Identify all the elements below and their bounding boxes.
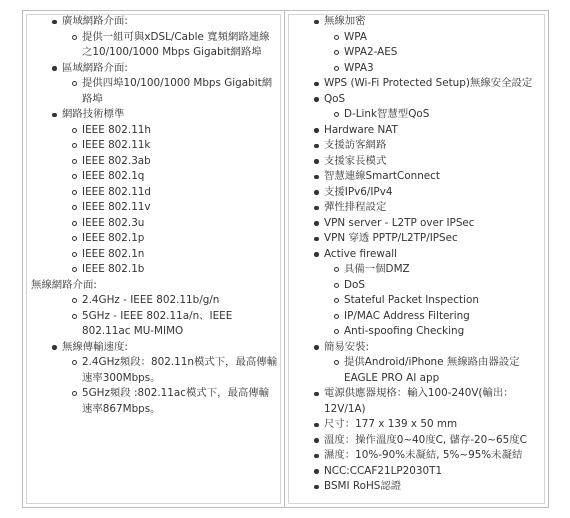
spec-item (23, 278, 284, 294)
spec-item (23, 247, 284, 263)
spec-item (23, 14, 284, 30)
spec-item-text: 區域網路介面: (62, 61, 128, 74)
spec-item-continuation (23, 324, 284, 340)
hollow-bullet-icon (334, 66, 339, 71)
hollow-bullet-icon (72, 174, 77, 179)
spec-item (285, 309, 548, 325)
spec-item-text: VPN 穿透 PPTP/L2TP/IPSec (324, 232, 458, 244)
spec-item (285, 231, 548, 247)
spec-item-text: 802.11ac MU-MIMO (82, 325, 184, 337)
spec-item (285, 464, 548, 480)
spec-item (23, 138, 284, 154)
hollow-bullet-icon (72, 236, 77, 241)
spec-item-text: 之10/100/1000 Mbps Gigabit網路埠 (82, 46, 262, 58)
hollow-bullet-icon (72, 205, 77, 210)
hollow-bullet-icon (72, 267, 77, 272)
spec-item (285, 200, 548, 216)
spec-item-text: 支援IPv6/IPv4 (324, 185, 393, 198)
spec-item (23, 200, 284, 216)
bullet-icon (314, 438, 319, 443)
spec-item (23, 107, 284, 123)
spec-item-continuation (23, 45, 284, 61)
spec-item (285, 278, 548, 294)
bullet-icon (314, 128, 319, 133)
spec-column-right (285, 11, 548, 507)
hollow-bullet-icon (334, 283, 339, 288)
spec-item (285, 448, 548, 464)
spec-item (285, 45, 548, 61)
spec-item (23, 30, 284, 46)
spec-table (22, 10, 549, 508)
bullet-icon (314, 392, 319, 397)
spec-item-continuation (23, 92, 284, 108)
hollow-bullet-icon (334, 329, 339, 334)
spec-item-text: Active firewall (324, 247, 398, 260)
spec-item-text: 無線網路介面: (31, 278, 97, 291)
spec-item (23, 355, 284, 371)
spec-item (285, 216, 548, 232)
spec-item (285, 262, 548, 278)
bullet-icon (314, 175, 319, 180)
spec-item (285, 14, 548, 30)
bullet-icon (52, 66, 57, 71)
spec-column-left (23, 11, 285, 507)
hollow-bullet-icon (72, 159, 77, 164)
spec-item-text: 彈性排程設定 (324, 201, 387, 213)
spec-item-text: IEEE 802.1b (82, 263, 145, 275)
hollow-bullet-icon (72, 314, 77, 319)
spec-item (23, 262, 284, 278)
spec-item-text: 支援訪客網路 (324, 139, 387, 151)
spec-item-text: WPS (Wi-Fi Protected Setup)無線安全設定 (324, 77, 533, 89)
spec-item-text: 提供一組可與xDSL/Cable 寬頻網路連線 (82, 30, 270, 43)
spec-item (285, 386, 548, 402)
spec-list-left (23, 14, 284, 417)
spec-item (285, 324, 548, 340)
bullet-icon (314, 82, 319, 87)
spec-item (23, 340, 284, 356)
spec-item-text: 5GHz - IEEE 802.11a/n、IEEE (82, 309, 233, 322)
spec-item-text: IEEE 802.1q (82, 170, 145, 182)
bullet-icon (314, 345, 319, 350)
spec-item (23, 123, 284, 139)
hollow-bullet-icon (72, 391, 77, 396)
spec-item-text: 2.4GHz頻段：802.11n模式下，最高傳輸 (82, 356, 278, 368)
bullet-icon (314, 144, 319, 149)
spec-item-text: 2.4GHz - IEEE 802.11b/g/n (82, 294, 220, 306)
bullet-icon (314, 159, 319, 164)
spec-item-text: 電源供應器規格：輸入100-240V(輸出： (324, 387, 514, 399)
hollow-bullet-icon (334, 314, 339, 319)
spec-item (23, 293, 284, 309)
spec-item-text: IEEE 802.11h (82, 123, 152, 136)
spec-item-text: 具備一個DMZ (344, 263, 410, 275)
spec-item-text: IEEE 802.3ab (82, 154, 151, 167)
hollow-bullet-icon (72, 190, 77, 195)
spec-item (285, 433, 548, 449)
spec-item (23, 76, 284, 92)
spec-item (285, 185, 548, 201)
hollow-bullet-icon (334, 112, 339, 117)
spec-item-text: QoS (324, 92, 346, 105)
hollow-bullet-icon (334, 35, 339, 40)
spec-item-text: IP/MAC Address Filtering (344, 309, 470, 322)
spec-item (285, 293, 548, 309)
spec-item (285, 92, 548, 108)
spec-item-text: 溫度：操作溫度0~40度C, 儲存-20~65度C (324, 433, 527, 446)
spec-item (23, 216, 284, 232)
spec-item (285, 76, 548, 92)
spec-item (285, 61, 548, 77)
spec-item-continuation (23, 402, 284, 418)
spec-item-text: BSMI RoHS認證 (324, 480, 402, 492)
bullet-icon (314, 221, 319, 226)
spec-item-continuation (285, 371, 548, 387)
spec-item-text: IEEE 802.11d (82, 185, 152, 198)
spec-item (23, 185, 284, 201)
spec-item (285, 107, 548, 123)
spec-item (285, 169, 548, 185)
spec-item-text: 速率300Mbps。 (82, 371, 161, 384)
bullet-icon (314, 469, 319, 474)
spec-item (285, 123, 548, 139)
spec-item-continuation (23, 371, 284, 387)
spec-item-text: Anti-spoofing Checking (344, 325, 465, 337)
spec-item-text: IEEE 802.11v (82, 201, 151, 213)
spec-item-text: WPA3 (344, 61, 374, 74)
spec-item-text: EAGLE PRO AI app (344, 371, 440, 384)
spec-item (285, 247, 548, 263)
spec-item-text: IEEE 802.1p (82, 232, 145, 244)
spec-item (23, 61, 284, 77)
spec-item-text: 5GHz頻段 :802.11ac模式下，最高傳輸 (82, 387, 270, 399)
bullet-icon (314, 485, 319, 490)
spec-item-text: D-Link智慧型QoS (344, 108, 430, 120)
spec-item (285, 340, 548, 356)
spec-list-right (285, 14, 548, 495)
hollow-bullet-icon (72, 143, 77, 148)
spec-item-text: 廣域網路介面: (62, 15, 128, 27)
bullet-icon (314, 206, 319, 211)
spec-item (285, 355, 548, 371)
bullet-icon (314, 237, 319, 242)
spec-item-text: IEEE 802.3u (82, 216, 145, 229)
hollow-bullet-icon (72, 360, 77, 365)
bullet-icon (52, 345, 57, 350)
spec-item-text: 濕度：10%-90%未凝結, 5%~95%未凝結 (324, 449, 523, 461)
spec-item (285, 479, 548, 495)
spec-item-text: Hardware NAT (324, 123, 398, 136)
spec-item (23, 309, 284, 325)
hollow-bullet-icon (72, 35, 77, 40)
bullet-icon (314, 423, 319, 428)
spec-item-text: 無線加密 (324, 15, 366, 27)
spec-item (23, 169, 284, 185)
spec-item-text: VPN server - L2TP over IPSec (324, 216, 475, 229)
spec-item-continuation (285, 402, 548, 418)
spec-item-text: NCC:CCAF21LP2030T1 (324, 464, 443, 477)
bullet-icon (314, 97, 319, 102)
spec-item-text: 尺寸：177 x 139 x 50 mm (324, 418, 458, 430)
hollow-bullet-icon (334, 50, 339, 55)
spec-item-text: 速率867Mbps。 (82, 402, 161, 415)
spec-item-text: 路埠 (82, 92, 103, 105)
spec-item-text: IEEE 802.1n (82, 247, 145, 260)
hollow-bullet-icon (72, 298, 77, 303)
spec-item (23, 154, 284, 170)
bullet-icon (314, 252, 319, 257)
hollow-bullet-icon (72, 221, 77, 226)
hollow-bullet-icon (334, 267, 339, 272)
hollow-bullet-icon (334, 360, 339, 365)
spec-item-text: WPA2-AES (344, 46, 398, 58)
spec-item-text: 簡易安裝: (324, 340, 370, 353)
spec-item-text: DoS (344, 278, 365, 291)
hollow-bullet-icon (72, 128, 77, 133)
spec-item-text: WPA (344, 30, 367, 43)
bullet-icon (52, 20, 57, 25)
spec-item (285, 30, 548, 46)
spec-item (23, 231, 284, 247)
spec-item-text: 智慧連線SmartConnect (324, 170, 440, 182)
spec-item-text: 提供Android/iPhone 無線路由器設定 (344, 356, 520, 368)
spec-item-text: 支援家長模式 (324, 154, 387, 167)
hollow-bullet-icon (72, 81, 77, 86)
spec-item-text: 提供四埠10/100/1000 Mbps Gigabit網 (82, 77, 273, 89)
spec-item (23, 386, 284, 402)
hollow-bullet-icon (334, 298, 339, 303)
spec-item (285, 417, 548, 433)
bullet-icon (52, 113, 57, 118)
spec-item (285, 138, 548, 154)
bullet-icon (314, 454, 319, 459)
hollow-bullet-icon (72, 252, 77, 257)
spec-item-text: Stateful Packet Inspection (344, 294, 479, 306)
spec-item-text: 12V/1A) (324, 402, 366, 415)
bullet-icon (314, 190, 319, 195)
spec-item-text: IEEE 802.11k (82, 139, 151, 151)
spec-item-text: 網路技術標準 (62, 108, 125, 120)
spec-item-text: 無線傳輸速度: (62, 340, 128, 353)
bullet-icon (314, 20, 319, 25)
spec-item (285, 154, 548, 170)
